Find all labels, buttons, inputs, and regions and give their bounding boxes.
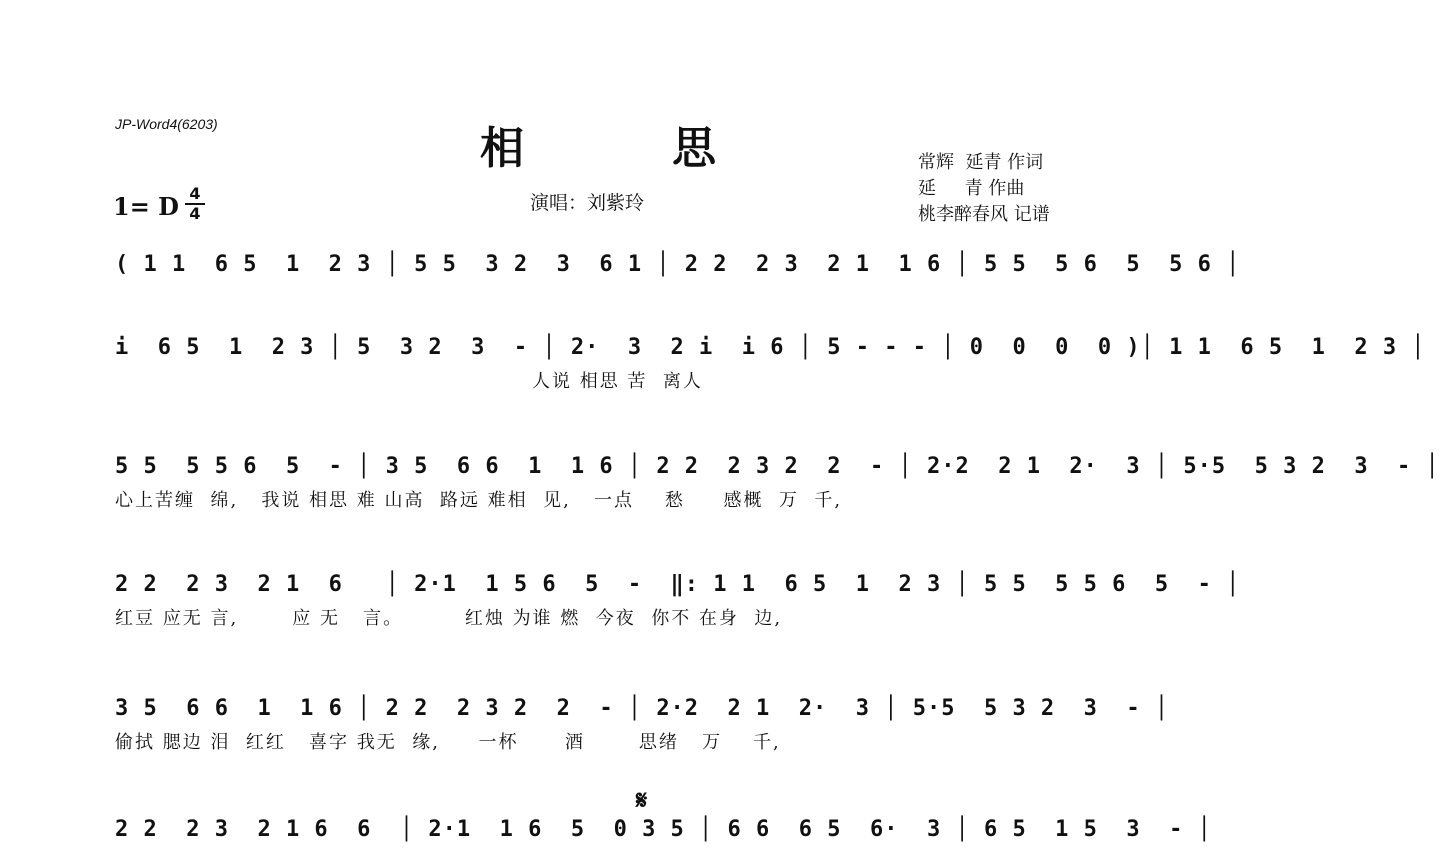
staff-line-6 bbox=[115, 815, 1212, 845]
staff-line-4 bbox=[115, 570, 1241, 632]
composer-credit: 延 青 作曲 bbox=[918, 178, 1025, 199]
transcriber-credit: 桃李醉春风 记谱 bbox=[918, 204, 1050, 225]
notes-line-6: 2 2 2 3 2 1 6 6 │ 2·1 1 6 5 0 3 5 │ 6 6 6 5 6· 3 │ 6 5 1 5 3 - │ bbox=[115, 817, 1212, 842]
lyrics-line-5: 偷拭 腮边 泪 红红 喜字 我无 缘, 一杯 酒 思绪 万 千, bbox=[115, 732, 781, 753]
lyricist-credit: 常辉 延青 作词 bbox=[918, 152, 1044, 173]
meter-bottom: 4 bbox=[189, 204, 201, 223]
song-title-char-1: 相 bbox=[480, 123, 524, 174]
notes-line-1: ( 1 1 6 5 1 2 3 │ 5 5 3 2 3 6 1 │ 2 2 2 3 2 1 1 6 │ 5 5 5 6 5 5 6 │ bbox=[115, 252, 1241, 277]
staff-line-3 bbox=[115, 452, 1440, 514]
staff-line-1 bbox=[115, 250, 1241, 312]
notes-line-2: i 6 5 1 2 3 │ 5 3 2 3 - │ 2· 3 2 i i 6 │ 5 - - - │ 0 0 0 0 )│ 1 1 6 5 1 2 3 │ bbox=[115, 335, 1426, 360]
lyrics-line-4: 红豆 应无 言, 应 无 言。 红烛 为谁 燃 今夜 你不 在身 边, bbox=[115, 608, 783, 629]
meter-top: 4 bbox=[189, 184, 201, 203]
staff-line-2 bbox=[115, 333, 1426, 395]
key-signature: 1= D bbox=[113, 192, 179, 221]
notes-line-4: 2 2 2 3 2 1 6 │ 2·1 1 5 6 5 - ‖: 1 1 6 5 1 2 3 │ 5 5 5 5 6 5 - │ bbox=[115, 572, 1241, 597]
credits-block bbox=[918, 150, 1050, 228]
segno-icon: 𝄋 bbox=[636, 786, 648, 816]
notes-line-5: 3 5 6 6 1 1 6 │ 2 2 2 3 2 2 - │ 2·2 2 1 2· 3 │ 5·5 5 3 2 3 - │ bbox=[115, 696, 1170, 721]
source-label: JP-Word4(6203) bbox=[115, 116, 218, 132]
lyrics-line-1 bbox=[115, 286, 1090, 312]
lyrics-line-3: 心上苦缠 绵, 我说 相思 难 山高 路远 难相 见, 一点 愁 感概 万 千, bbox=[115, 490, 843, 511]
staff-line-5 bbox=[115, 694, 1170, 756]
singer-credit: 演唱：刘紫玲 bbox=[530, 192, 645, 214]
notes-line-3: 5 5 5 5 6 5 - │ 3 5 6 6 1 1 6 │ 2 2 2 3 2 2 - │ 2·2 2 1 2· 3 │ 5·5 5 3 2 3 - │ bbox=[115, 454, 1440, 479]
lyrics-line-2: 人说 相思 苦 离人 bbox=[115, 371, 703, 392]
song-title-char-2: 思 bbox=[672, 123, 716, 174]
time-signature bbox=[185, 186, 205, 222]
